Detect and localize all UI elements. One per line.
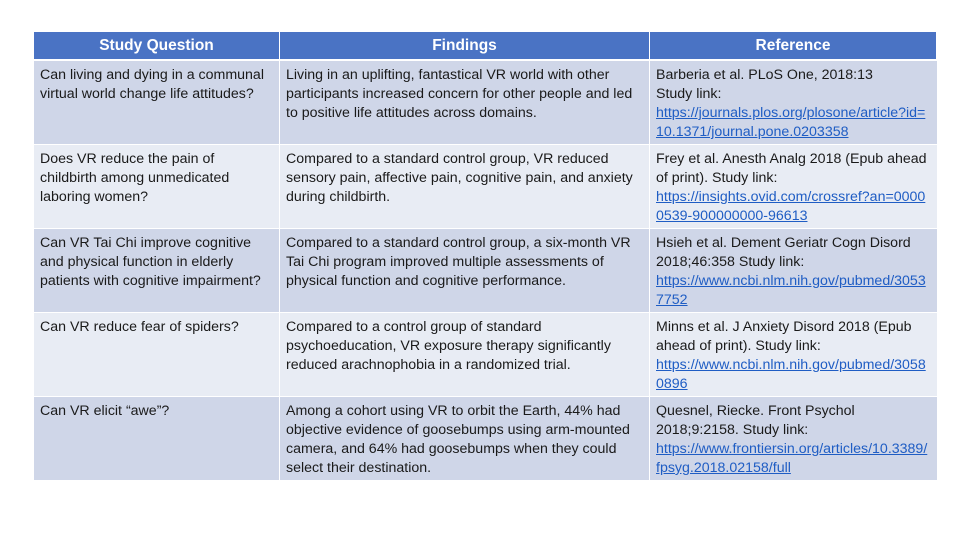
row-3-study-link-label: Study link:: [738, 254, 805, 270]
row-3-findings: Compared to a standard control group, a six-month VR Tai Chi program improved multiple assessments of physical function and cognitive performance.: [280, 229, 650, 313]
row-2-reference: [650, 145, 937, 229]
studies-table: [34, 32, 937, 481]
row-1-study-link-label: Study link:: [656, 86, 722, 102]
row-4-study-link[interactable]: https://www.ncbi.nlm.nih.gov/pubmed/30580896: [656, 357, 926, 392]
header-findings: Findings: [280, 32, 650, 61]
row-4-citation: Minns et al. J Anxiety Disord 2018 (Epub ahead of print).: [656, 319, 912, 354]
row-3-citation: Hsieh et al. Dement Geriatr Cogn Disord 2018;46:358: [656, 235, 911, 270]
row-4-question: Can VR reduce fear of spiders?: [34, 313, 280, 397]
row-2-study-link-label: Study link:: [712, 170, 778, 186]
row-1-citation: Barberia et al. PLoS One, 2018:13: [656, 67, 873, 83]
row-1-findings: Living in an uplifting, fantastical VR world with other participants increased concern for other people and led to positive life attitudes across domains.: [280, 61, 650, 145]
row-5-question: Can VR elicit “awe”?: [34, 397, 280, 481]
row-3-reference: [650, 229, 937, 313]
row-5-reference: [650, 397, 937, 481]
row-1-reference: [650, 61, 937, 145]
row-3-study-link[interactable]: https://www.ncbi.nlm.nih.gov/pubmed/30537752: [656, 273, 926, 308]
row-5-study-link-label: Study link:: [742, 422, 809, 438]
row-4-study-link-label: Study link:: [755, 338, 821, 354]
row-4-reference: [650, 313, 937, 397]
row-4-findings: Compared to a control group of standard psychoeducation, VR exposure therapy significantly reduced arachnophobia in a randomized trial.: [280, 313, 650, 397]
row-2-question: Does VR reduce the pain of childbirth among unmedicated laboring women?: [34, 145, 280, 229]
row-2-citation: Frey et al. Anesth Analg 2018 (Epub ahead of print).: [656, 151, 927, 186]
row-5-citation: Quesnel, Riecke. Front Psychol 2018;9:2158.: [656, 403, 855, 438]
row-5-findings: Among a cohort using VR to orbit the Earth, 44% had objective evidence of goosebumps using arm-mounted camera, and 64% had goosebumps when they could select their destination.: [280, 397, 650, 481]
row-2-findings: Compared to a standard control group, VR reduced sensory pain, affective pain, cognitive pain, and anxiety during childbirth.: [280, 145, 650, 229]
header-reference: Reference: [650, 32, 937, 61]
row-5-study-link[interactable]: https://www.frontiersin.org/articles/10.3389/fpsyg.2018.02158/full: [656, 441, 928, 476]
row-3-question: Can VR Tai Chi improve cognitive and physical function in elderly patients with cognitive impairment?: [34, 229, 280, 313]
row-1-study-link[interactable]: https://journals.plos.org/plosone/article?id=10.1371/journal.pone.0203358: [656, 105, 926, 140]
row-1-question: Can living and dying in a communal virtual world change life attitudes?: [34, 61, 280, 145]
header-study-question: Study Question: [34, 32, 280, 61]
row-2-study-link[interactable]: https://insights.ovid.com/crossref?an=00000539-900000000-96613: [656, 189, 926, 224]
